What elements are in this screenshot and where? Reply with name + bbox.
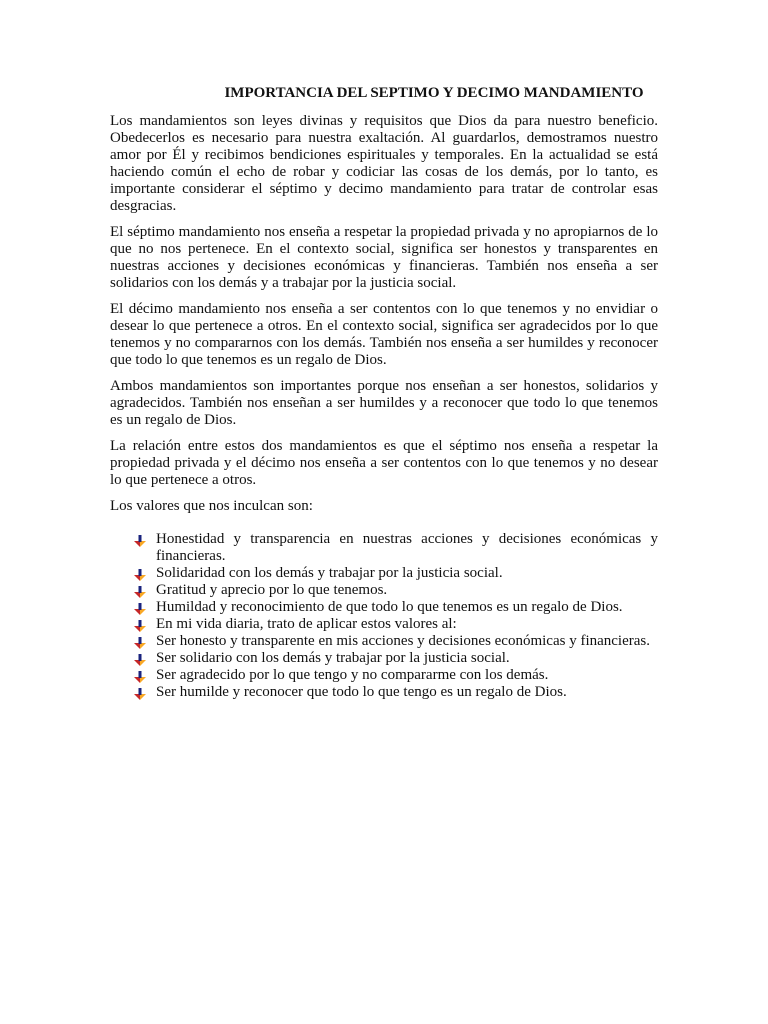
list-item-text: Ser honesto y transparente en mis acciones y decisiones económicas y financieras. <box>156 633 650 649</box>
document-title: IMPORTANCIA DEL SEPTIMO Y DECIMO MANDAMIENTO <box>224 85 644 101</box>
list-item <box>156 599 658 616</box>
paragraph-relationship: La relación entre estos dos mandamientos es que el séptimo nos enseña a respetar la propiedad privada y el décimo nos enseña a ser contentos con lo que tenemos y no desear lo que pertenece a otros. <box>110 438 658 488</box>
arrow-down-bullet-icon <box>134 569 146 581</box>
arrow-down-bullet-icon <box>134 620 146 632</box>
list-item <box>156 684 658 701</box>
arrow-down-bullet-icon <box>134 603 146 615</box>
list-item <box>156 667 658 684</box>
values-list <box>110 531 658 701</box>
list-item <box>156 616 658 633</box>
list-item-text: En mi vida diaria, trato de aplicar estos valores al: <box>156 616 457 632</box>
list-item-text: Gratitud y aprecio por lo que tenemos. <box>156 582 388 598</box>
list-item-text: Solidaridad con los demás y trabajar por la justicia social. <box>156 565 503 581</box>
list-item <box>156 531 658 565</box>
arrow-down-bullet-icon <box>134 671 146 683</box>
paragraph-values-intro: Los valores que nos inculcan son: <box>110 498 313 514</box>
list-item-text: Humildad y reconocimiento de que todo lo que tenemos es un regalo de Dios. <box>156 599 623 615</box>
arrow-down-bullet-icon <box>134 637 146 649</box>
list-item <box>156 633 658 650</box>
arrow-down-bullet-icon <box>134 586 146 598</box>
paragraph-seventh-commandment: El séptimo mandamiento nos enseña a respetar la propiedad privada y no apropiarnos de lo que no nos pertenece. En el contexto social, significa ser honestos y transparentes en nuestras acciones y decisiones económicas y financieras. También nos enseña a ser solidarios con los demás y a trabajar por la justicia social. <box>110 224 658 291</box>
list-item-text: Ser agradecido por lo que tengo y no compararme con los demás. <box>156 667 549 683</box>
list-item <box>156 650 658 667</box>
arrow-down-bullet-icon <box>134 535 146 547</box>
arrow-down-bullet-icon <box>134 654 146 666</box>
list-item-text: Ser solidario con los demás y trabajar por la justicia social. <box>156 650 510 666</box>
arrow-down-bullet-icon <box>134 688 146 700</box>
document-page <box>110 84 658 701</box>
list-item-text: Ser humilde y reconocer que todo lo que tengo es un regalo de Dios. <box>156 684 567 700</box>
list-item <box>156 565 658 582</box>
paragraph-tenth-commandment: El décimo mandamiento nos enseña a ser contentos con lo que tenemos y no envidiar o desear lo que pertenece a otros. En el contexto social, significa ser agradecidos por lo que tenemos y no compararnos con los demás. También nos enseña a ser humildes y reconocer que todo lo que tenemos es un regalo de Dios. <box>110 301 658 368</box>
paragraph-both-commandments: Ambos mandamientos son importantes porque nos enseñan a ser honestos, solidarios y agradecidos. También nos enseñan a ser humildes y a reconocer que todo lo que tenemos es un regalo de Dios. <box>110 378 658 428</box>
list-item-text: Honestidad y transparencia en nuestras acciones y decisiones económicas y financieras. <box>156 531 658 564</box>
paragraph-intro: Los mandamientos son leyes divinas y requisitos que Dios da para nuestro beneficio. Obedecerlos es necesario para nuestra exaltación. Al guardarlos, demostramos nuestro amor por Él y recibimos bendiciones espirituales y temporales. En la actualidad se está haciendo común el echo de robar y codiciar las cosas de los demás, por lo tanto, es importante considerar el séptimo y decimo mandamiento para tratar de controlar esas desgracias. <box>110 113 658 214</box>
list-item <box>156 582 658 599</box>
